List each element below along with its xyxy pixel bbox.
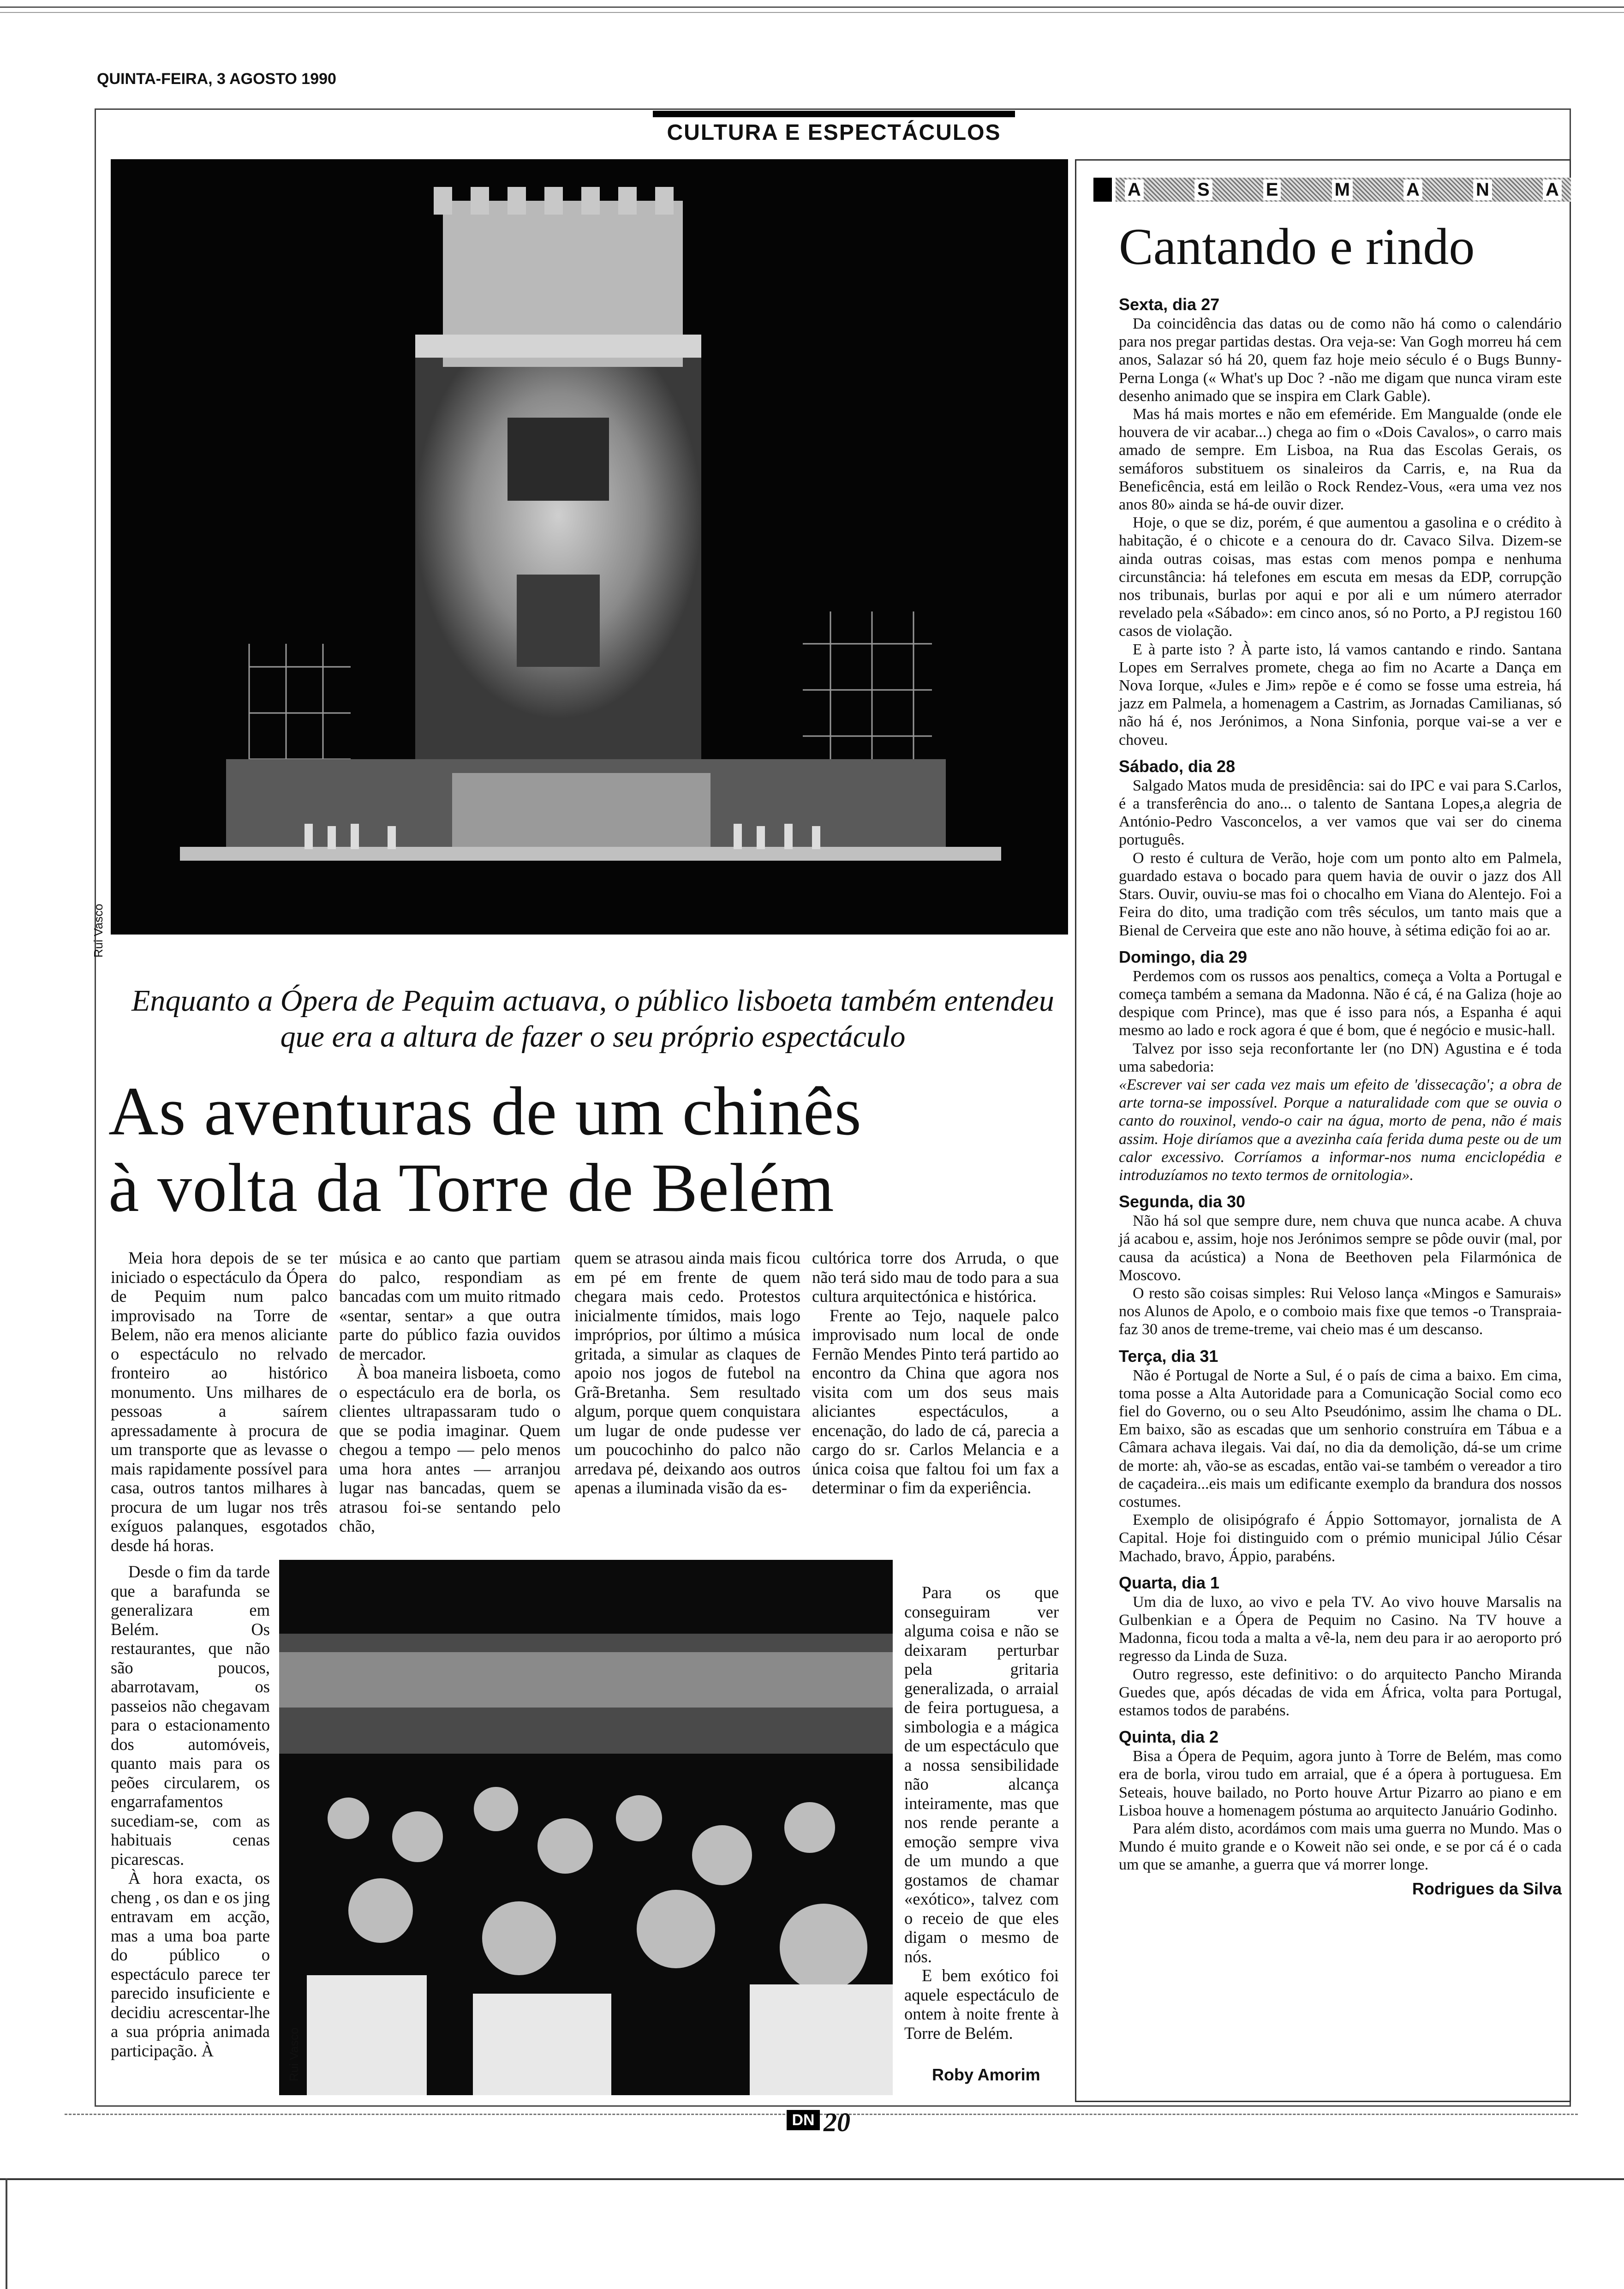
kicker-letter: A	[1403, 180, 1422, 200]
col1-paragraph: Meia hora depois de se ter iniciado o espectáculo da Ópera de Pequim num palco improvisado na Torre de Belem, não era menos aliciante o espectáculo no relvado fronteiro ao histórico monumento. Uns milhares de pessoas a saírem apressadamente à procura de um transporte que as levasse o mais rapidamente possível para casa, outros tantos milhares à procura de um lugar nos três exíguos palanques, esgotados desde há horas.	[111, 1248, 328, 1555]
sidebar-title: Cantando e rindo	[1119, 218, 1475, 276]
col4-paragraph: E bem exótico foi aquele espectáculo de ontem à noite frente à Torre de Belém.	[904, 1966, 1059, 2043]
day-heading: Quarta, dia 1	[1119, 1573, 1220, 1592]
day-paragraph: O resto é cultura de Verão, hoje com um ponto alto em Palmela, guardado estava o bocado para quem havia de ouvir o jazz dos All Stars. Ouvir, ouviu-se mas foi o chocalho em Viana do Alentejo. Foi a Feira do dito, uma tradição com três séculos, um tanto mais que a Bienal de Cerveira que este ano não houve, à sétima edição foi ao ar.	[1119, 849, 1562, 939]
day-paragraph: Não é Portugal de Norte a Sul, é o país de cima a baixo. Em cima, toma posse a Alta Autoridade para a Comunicação Social como eco fiel do Governo, ou o seu Alto Pseudónimo, assim lhe chama o DL. Em baixo, são as escadas que um senhorio construíra em Tábua e a Câmara achava ilegais. Vai daí, no dia da demolição, dá-se um crime de morte: ah, vão-se as escadas, então vai-se também o vereador a tiro de caçadeira...eis mais um edificante exemplo da brandura dos nossos costumes.	[1119, 1366, 1562, 1510]
sidebar-body	[1119, 295, 1562, 1898]
day-paragraph: Para além disto, acordámos com mais uma guerra no Mundo. Mas o Mundo é muito grande e o Koweit não sei onde, e se por cá é o cada um que se amanhe, a guerra que vá morrer longe.	[1119, 1820, 1562, 1874]
col4-paragraph: Frente ao Tejo, naquele palco improvisado num local de onde Fernão Mendes Pinto terá partido ao encontro da China que agora nos visita com um dos seus mais aliciantes espectáculos, a encenação, do lado de cá, parecia a cargo do sr. Carlos Melancia e a única coisa que faltou foi um fax a determinar o fim da experiência.	[812, 1306, 1059, 1497]
col1-paragraph: Desde o fim da tarde que a barafunda se generalizara em Belém. Os restaurantes, que não são poucos, abarrotavam, os passeios não chegavam para o estacionamento dos automóveis, quanto mais para os peões circularem, os engarrafamentos sucediam-se, com as habituais cenas picarescas.	[111, 1562, 270, 1869]
col4-paragraph: cultórica torre dos Arruda, o que não terá sido mau de todo para a sua cultura arquitectónica e histórica.	[812, 1248, 1059, 1306]
day-heading: Terça, dia 31	[1119, 1346, 1218, 1366]
left-edge-rule	[6, 2178, 7, 2289]
day-paragraph: Um dia de luxo, ao vivo e pela TV. Ao vivo houve Marsalis na Gulbenkian e a Ópera de Pequim no Casino. Na TV houve a Madonna, ficou toda a malta a vê-la, nem deu para ir ao aeroporto pró regresso da Linda de Suza.	[1119, 1593, 1562, 1665]
day-paragraph: Exemplo de olisipógrafo é Áppio Sottomayor, jornalista de A Capital. Hoje foi distinguido com o prémio municipal Júlio César Machado, bravo, Áppio, parabéns.	[1119, 1511, 1562, 1565]
kicker-block	[1093, 178, 1112, 202]
photo-credit-bottom: Rui Vasco	[287, 2027, 301, 2081]
headline-line-2: à volta da Torre de Belém	[108, 1150, 835, 1226]
dateline: QUINTA-FEIRA, 3 AGOSTO 1990	[97, 70, 336, 88]
day-paragraph: O resto são coisas simples: Rui Veloso lança «Mingos e Samurais» nos Alunos de Apolo, e o comboio mais fixe que temos -o Transpraia- faz 30 anos de treme-treme, vai cheio mas é um descanso.	[1119, 1284, 1562, 1338]
day-paragraph: Outro regresso, este definitivo: o do arquitecto Pancho Miranda Guedes que, após décadas de vida em África, volta para Portugal, estamos todos de parabéns.	[1119, 1666, 1562, 1720]
article-column-2	[339, 1248, 561, 1536]
kicker-letter: S	[1194, 180, 1212, 200]
sidebar-kicker	[1093, 178, 1571, 202]
day-paragraph: Talvez por isso seja reconfortante ler (no DN) Agustina e é toda uma sabedoria:	[1119, 1040, 1562, 1075]
col4-paragraph: Para os que conseguiram ver alguma coisa e não se deixaram perturbar pela gritaria generalizada, o arraial de feira portuguesa, a simbologia e a mágica de um espectáculo que a nossa sensibilidade não alcança inteiramente, mas que nos rende perante a emoção sempre viva de um mundo a que gostamos de chamar «exótico», talvez com o receio de que eles digam o mesmo de nós.	[904, 1583, 1059, 1966]
day-heading: Sexta, dia 27	[1119, 295, 1220, 314]
dn-logo: DN	[787, 2110, 820, 2130]
day-heading: Sábado, dia 28	[1119, 756, 1236, 776]
kicker-letter: A	[1125, 180, 1144, 200]
article-column-4b	[904, 1583, 1059, 2043]
kicker-letter: A	[1543, 180, 1562, 200]
day-paragraph: Bisa a Ópera de Pequim, agora junto à Torre de Belém, mas como era de borla, virou tudo em arraial, que é a ópera à portuguesa. Em Seteais, houve bailado, no Porto houve Artur Pizarro ao piano e em Lisboa houve a homenagem póstuma ao arquitecto Januário Godinho.	[1119, 1748, 1562, 1819]
article-byline: Roby Amorim	[932, 2065, 1040, 2084]
day-heading: Segunda, dia 30	[1119, 1192, 1246, 1211]
day-heading: Quinta, dia 2	[1119, 1727, 1219, 1747]
day-paragraph: Perdemos com os russos aos penaltics, começa a Volta a Portugal e começa também a semana da Madonna. Não é cá, é na Galiza (hoje ao despique com Prince), mas que é isso para nós, a Espanha é aqui mesmo ao lado e rock agora é que é bom, que é negócio e music-hall.	[1119, 967, 1562, 1039]
day-heading: Domingo, dia 29	[1119, 947, 1248, 966]
kicker-letter: E	[1263, 180, 1281, 200]
kicker-letter: N	[1473, 180, 1492, 200]
kicker-letter: M	[1332, 180, 1353, 200]
day-quote: «Escrever vai ser cada vez mais um efeito de 'dissecação'; a obra de arte torna-se impossível. Porque a naturalidade com que se ouvia o canto do rouxinol, vendo-o cair na água, morto de pena, não é mais assim. Hoje diríamos que a avezinha caía ferida duma peste ou de um calor excessivo. Corríamos a informar-nos numa enciclopédia e introduzíamos no texto termos de ornitologia».	[1119, 1076, 1562, 1184]
top-rule-thin	[0, 12, 1624, 13]
photo-credit-top: Rui Vasco	[91, 904, 105, 958]
col1-paragraph: À hora exacta, os cheng , os dan e os jing entravam em acção, mas a uma boa parte do público o espectáculo parece ter parecido insuficiente e decidiu acrescentar-lhe a sua própria animada participação. À	[111, 1869, 270, 2060]
footer-rule	[65, 2114, 1578, 2115]
bottom-rule	[0, 2178, 1624, 2180]
crowd-illustration	[279, 1560, 893, 2095]
col2-paragraph: À boa maneira lisboeta, como o espectáculo era de borla, os clientes ultrapassaram tudo o que se podia imaginar. Quem chegou a tempo — pelo menos uma hora antes — arranjou lugar nas bancadas, quem se atrasou foi-se sentando pelo chão,	[339, 1363, 561, 1535]
day-paragraph: Não há sol que sempre dure, nem chuva que nunca acabe. A chuva já acabou e, assim, hoje nos Jerónimos sempre se pôde ouvir (mal, por causa da acústica) a Nona de Beethoven pela Filarmónica de Moscovo.	[1119, 1212, 1562, 1284]
sidebar-byline: Rodrigues da Silva	[1412, 1879, 1562, 1898]
photo-crowd	[279, 1560, 893, 2095]
headline-line-1: As aventuras de um chinês	[108, 1073, 862, 1150]
photo-caption: Enquanto a Ópera de Pequim actuava, o público lisboeta também entendeu que era a altura de fazer o seu próprio espectáculo	[131, 984, 1054, 1054]
section-header: CULTURA E ESPECTÁCULOS	[653, 111, 1015, 148]
kicker-bar	[1116, 178, 1571, 202]
day-paragraph: Salgado Matos muda de presidência: sai do IPC e vai para S.Carlos, é a transferência do ano... o talento de Santana Lopes,a alegria de António-Pedro Vasconcelos, a ver vamos que vai ser do cinema português.	[1119, 777, 1562, 849]
tower-illustration	[111, 159, 1068, 935]
article-headline	[108, 1073, 1077, 1226]
article-column-4	[812, 1248, 1059, 1498]
photo-torre-de-belem	[111, 159, 1068, 935]
col3-paragraph: quem se atrasou ainda mais ficou em pé em frente de quem chegara mais cedo. Protestos inicialmente tímidos, mais logo impróprios, por último a música gritada, a simular as claques de apoio nos jogos de futebol na Grã-Bretanha. Sem resultado algum, porque quem conquistara um lugar de onde pudesse ver um poucochinho do palco não arredava pé, deixando aos outros apenas a iluminada visão da es-	[574, 1248, 800, 1497]
day-paragraph: Hoje, o que se diz, porém, é que aumentou a gasolina e o crédito à habitação, é o chicote e a cenoura do dr. Cavaco Silva. Dizem-se ainda outras coisas, mas estas com menos pompa e nenhuma circunstância: há telefones em escuta em mesas da EDP, corrupção nos tribunais, burlas por aqui e por ali e um número aterrador revelado pela «Sábado»: em cinco anos, só no Porto, a PJ registou 160 casos de violação.	[1119, 514, 1562, 640]
article-column-3	[574, 1248, 800, 1498]
day-paragraph: Mas há mais mortes e não em efeméride. Em Mangualde (onde ele houvera de vir acabar...) chega ao fim o «Dois Cavalos», o carro mais amado de sempre. Em Lisboa, na Rua das Escolas Gerais, os semáforos substituem os sinaleiros da Carris, e, na Rua da Beneficência, está em leilão o Rock Rendez-Vous, «era uma vez nos anos 80» ainda se há-de ouvir dizer.	[1119, 406, 1562, 514]
article-column-1b	[111, 1562, 270, 2060]
day-paragraph: E à parte isto ? À parte isto, lá vamos cantando e rindo. Santana Lopes em Serralves promete, chega ao fim no Acarte a Dança em Nova Iorque, «Jules e Jim» repõe e é como se fosse uma estreia, há jazz em Palmela, a homenagem a Castrim, as Jornadas Camilianas, só não há é, nos Jerónimos, a Nona Sinfonia, porque vai-se a ver e choveu.	[1119, 641, 1562, 749]
col2-paragraph: música e ao canto que partiam do palco, respondiam as bancadas com um muito ritmado «sentar, sentar» a que outra parte do público fazia ouvidos de mercador.	[339, 1248, 561, 1363]
top-rule	[0, 6, 1624, 8]
article-column-1	[111, 1248, 328, 1555]
day-paragraph: Da coincidência das datas ou de como não há como o calendário para nos pregar partidas destas. Ora veja-se: Van Gogh morreu há cem anos, Salazar só há 20, quem faz hoje meio século é o Bugs Bunny-Perna Longa (« What's up Doc ? -não me digam que nunca viram este desenho animado que se inspira em Clark Gable).	[1119, 315, 1562, 405]
page-number: 20	[824, 2107, 850, 2137]
